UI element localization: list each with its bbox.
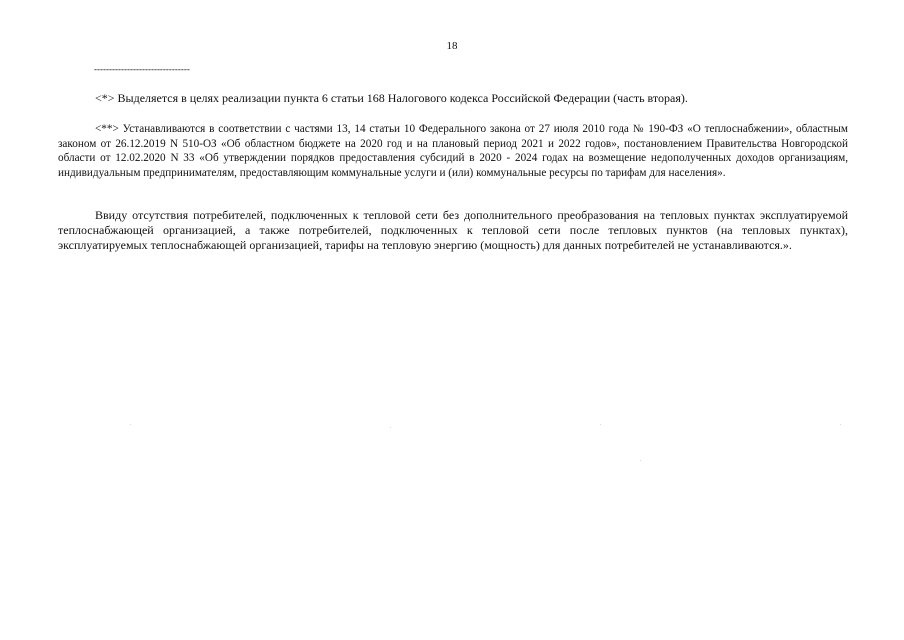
page-number: 18 — [446, 40, 458, 52]
note-paragraph: Ввиду отсутствия потребителей, подключенных к тепловой сети без дополнительного преобразования на тепловых пунктах эксплуатируемой теплоснабжающей организацией, а также потребителей, подключенных к тепловой сети после тепловых пунктов (на тепловых пунктах), эксплуатируемых теплоснабжающей организацией, тарифы на тепловую энергию (мощность) для данных потребителей не устанавливаются.». — [58, 208, 848, 252]
scan-artifact — [640, 460, 641, 461]
scan-artifact — [600, 424, 601, 425]
footnote-vat: <*> Выделяется в целях реализации пункта 6 статьи 168 Налогового кодекса Российской Федерации (часть вторая). — [95, 91, 688, 105]
footnote-separator: -------------------------------- — [94, 64, 190, 74]
footnote-tariff-basis: <**> Устанавливаются в соответствии с частями 13, 14 статьи 10 Федерального закона от 27 июля 2010 года № 190-ФЗ «О теплоснабжении», областным законом от 26.12.2019 N 510-ОЗ «Об областном бюджете на 2020 год и на плановый период 2021 и 2022 годов», постановлением Правительства Новгородской области от 12.02.2020 N 33 «Об утверждении порядков предоставления субсидий в 2020 - 2024 годах на возмещение недополученных доходов организациям, индивидуальным предпринимателям, предоставляющим коммунальные услуги и (или) коммунальные ресурсы по тарифам для населения». — [58, 123, 848, 179]
scan-artifact — [390, 427, 391, 428]
scan-artifact — [840, 424, 841, 425]
scan-artifact — [130, 424, 131, 425]
